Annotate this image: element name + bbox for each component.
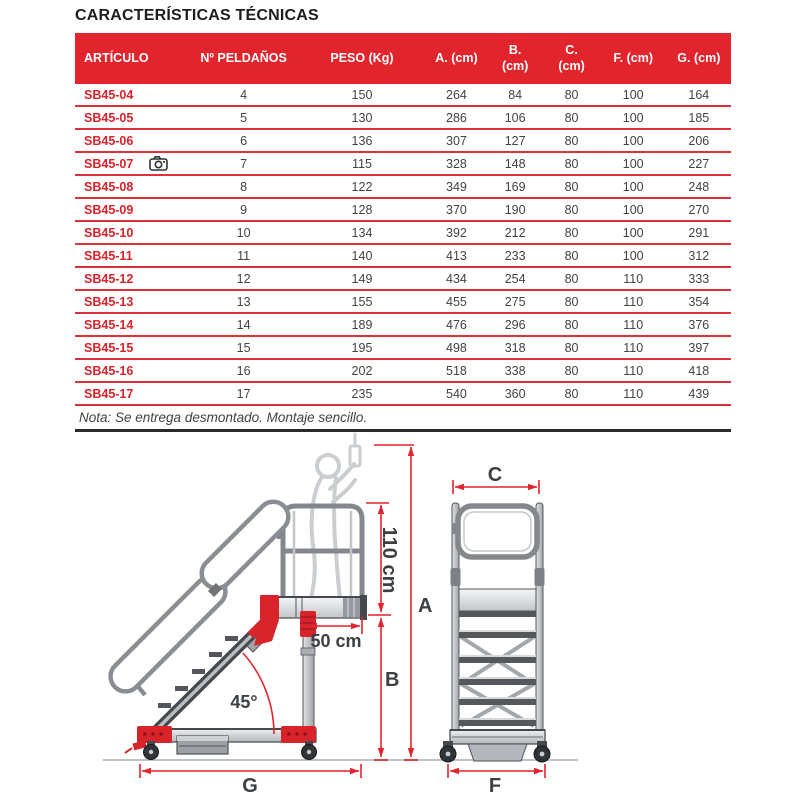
cell-value: 15 <box>189 336 298 359</box>
cell-value: 14 <box>189 313 298 336</box>
cell-value: 106 <box>487 106 543 129</box>
article-code: SB45-14 <box>84 317 134 332</box>
cell-value: 254 <box>487 267 543 290</box>
table-row <box>75 221 731 244</box>
cell-value: 11 <box>189 244 298 267</box>
cell-articulo <box>75 382 189 405</box>
header-col-6: F. (cm) <box>600 33 667 84</box>
cell-value: 376 <box>667 313 731 336</box>
table-note: Nota: Se entrega desmontado. Montaje sencillo. <box>75 405 731 431</box>
cell-value: 6 <box>189 129 298 152</box>
cell-articulo <box>75 244 189 267</box>
cell-value: 333 <box>667 267 731 290</box>
dim-label-45deg: 45° <box>230 692 258 712</box>
cell-value: 80 <box>543 221 599 244</box>
cell-value: 206 <box>667 129 731 152</box>
cell-value: 291 <box>667 221 731 244</box>
cell-value: 148 <box>487 152 543 175</box>
cell-value: 476 <box>426 313 487 336</box>
cell-value: 134 <box>298 221 426 244</box>
dim-label-a: A <box>418 595 433 617</box>
table-row <box>75 244 731 267</box>
cell-value: 80 <box>543 336 599 359</box>
cell-articulo <box>75 221 189 244</box>
cell-value: 169 <box>487 175 543 198</box>
cell-value: 80 <box>543 313 599 336</box>
cell-value: 100 <box>600 175 667 198</box>
camera-icon[interactable] <box>149 156 168 171</box>
cell-value: 202 <box>298 359 426 382</box>
cell-value: 17 <box>189 382 298 405</box>
cell-value: 312 <box>667 244 731 267</box>
cell-value: 100 <box>600 129 667 152</box>
header-col-0: ARTÍCULO <box>75 33 189 84</box>
cell-value: 264 <box>426 84 487 106</box>
article-code: SB45-07 <box>84 157 134 171</box>
cell-value: 8 <box>189 175 298 198</box>
article-code: SB45-04 <box>84 87 134 102</box>
table-row <box>75 313 731 336</box>
cell-value: 439 <box>667 382 731 405</box>
worker-figure <box>311 434 360 598</box>
cell-value: 5 <box>189 106 298 129</box>
red-joint <box>260 595 279 620</box>
cell-value: 455 <box>426 290 487 313</box>
cell-value: 275 <box>487 290 543 313</box>
cell-value: 110 <box>600 336 667 359</box>
cell-value: 7 <box>189 152 298 175</box>
cell-value: 128 <box>298 198 426 221</box>
cell-value: 392 <box>426 221 487 244</box>
table-row <box>75 336 731 359</box>
cell-value: 227 <box>667 152 731 175</box>
cell-value: 190 <box>487 198 543 221</box>
table-row <box>75 382 731 405</box>
article-code: SB45-17 <box>84 386 134 401</box>
cell-value: 80 <box>543 84 599 106</box>
cell-articulo <box>75 359 189 382</box>
cell-value: 498 <box>426 336 487 359</box>
cell-value: 338 <box>487 359 543 382</box>
cell-value: 13 <box>189 290 298 313</box>
table-header-row <box>75 33 731 84</box>
cell-value: 360 <box>487 382 543 405</box>
cell-value: 540 <box>426 382 487 405</box>
cell-value: 80 <box>543 175 599 198</box>
cell-value: 100 <box>600 106 667 129</box>
side-base <box>125 726 317 760</box>
cell-articulo <box>75 106 189 129</box>
cell-value: 248 <box>667 175 731 198</box>
cell-value: 100 <box>600 244 667 267</box>
cell-articulo <box>75 290 189 313</box>
article-code: SB45-09 <box>84 202 134 217</box>
cell-value: 286 <box>426 106 487 129</box>
article-code: SB45-05 <box>84 110 134 125</box>
table-row <box>75 290 731 313</box>
dim-label-b: B <box>385 669 400 691</box>
dim-label-50cm: 50 cm <box>310 631 362 651</box>
table-row <box>75 359 731 382</box>
cell-value: 413 <box>426 244 487 267</box>
cell-value: 122 <box>298 175 426 198</box>
cell-value: 80 <box>543 106 599 129</box>
cell-value: 130 <box>298 106 426 129</box>
cell-value: 149 <box>298 267 426 290</box>
cell-value: 110 <box>600 313 667 336</box>
cell-articulo <box>75 152 189 175</box>
cell-value: 115 <box>298 152 426 175</box>
cell-value: 12 <box>189 267 298 290</box>
header-col-2: PESO (Kg) <box>298 33 426 84</box>
page-title: CARACTERÍSTICAS TÉCNICAS <box>75 7 319 24</box>
dim-label-c: C <box>487 464 503 486</box>
cell-value: 164 <box>667 84 731 106</box>
cell-value: 100 <box>600 221 667 244</box>
cell-value: 110 <box>600 290 667 313</box>
front-base <box>450 730 545 761</box>
cell-value: 84 <box>487 84 543 106</box>
dim-label-f: F <box>488 775 502 797</box>
table-row <box>75 267 731 290</box>
cell-value: 434 <box>426 267 487 290</box>
cell-value: 212 <box>487 221 543 244</box>
caster-wheel <box>302 741 317 760</box>
cell-value: 370 <box>426 198 487 221</box>
cell-value: 100 <box>600 84 667 106</box>
cell-value: 349 <box>426 175 487 198</box>
article-code: SB45-06 <box>84 133 134 148</box>
header-col-1: Nº PELDAÑOS <box>189 33 298 84</box>
cell-value: 80 <box>543 290 599 313</box>
cell-articulo <box>75 175 189 198</box>
table-note-row <box>75 405 731 431</box>
header-col-7: G. (cm) <box>667 33 731 84</box>
cell-value: 136 <box>298 129 426 152</box>
cell-value: 10 <box>189 221 298 244</box>
cell-value: 4 <box>189 84 298 106</box>
cell-value: 9 <box>189 198 298 221</box>
dim-label-110cm: 110 cm <box>378 526 400 594</box>
specs-table-container <box>75 33 731 432</box>
table-row <box>75 106 731 129</box>
cell-value: 80 <box>543 152 599 175</box>
rear-leg <box>300 611 316 734</box>
table-row <box>75 152 731 175</box>
cell-value: 110 <box>600 267 667 290</box>
cell-articulo <box>75 84 189 106</box>
cell-value: 235 <box>298 382 426 405</box>
cell-value: 318 <box>487 336 543 359</box>
cell-value: 185 <box>667 106 731 129</box>
cell-value: 270 <box>667 198 731 221</box>
article-code: SB45-13 <box>84 294 134 309</box>
cell-value: 127 <box>487 129 543 152</box>
cell-value: 233 <box>487 244 543 267</box>
cell-value: 80 <box>543 244 599 267</box>
article-code: SB45-12 <box>84 271 134 286</box>
cell-value: 80 <box>543 129 599 152</box>
cell-value: 397 <box>667 336 731 359</box>
cell-value: 189 <box>298 313 426 336</box>
cell-value: 328 <box>426 152 487 175</box>
article-code: SB45-11 <box>84 248 133 263</box>
technical-diagram <box>0 430 800 800</box>
cell-value: 100 <box>600 152 667 175</box>
article-code: SB45-10 <box>84 225 134 240</box>
table-row <box>75 198 731 221</box>
dim-label-g: G <box>242 775 258 797</box>
cell-articulo <box>75 267 189 290</box>
cell-value: 100 <box>600 198 667 221</box>
front-view-drawing <box>440 503 550 762</box>
cell-value: 80 <box>543 267 599 290</box>
front-platform <box>459 589 536 611</box>
cell-articulo <box>75 336 189 359</box>
cell-value: 354 <box>667 290 731 313</box>
article-code: SB45-08 <box>84 179 134 194</box>
cell-value: 296 <box>487 313 543 336</box>
header-col-4: B. (cm) <box>487 33 543 84</box>
cell-articulo <box>75 313 189 336</box>
tool-tray <box>468 744 527 761</box>
cell-value: 110 <box>600 382 667 405</box>
cell-value: 518 <box>426 359 487 382</box>
table-row <box>75 129 731 152</box>
cell-value: 80 <box>543 359 599 382</box>
cell-articulo <box>75 129 189 152</box>
table-row <box>75 84 731 106</box>
specs-table <box>75 33 731 432</box>
header-col-5: C. (cm) <box>543 33 599 84</box>
cell-value: 140 <box>298 244 426 267</box>
header-col-3: A. (cm) <box>426 33 487 84</box>
cell-value: 155 <box>298 290 426 313</box>
cell-value: 80 <box>543 382 599 405</box>
cell-value: 150 <box>298 84 426 106</box>
table-row <box>75 175 731 198</box>
cell-value: 418 <box>667 359 731 382</box>
cell-articulo <box>75 198 189 221</box>
cell-value: 307 <box>426 129 487 152</box>
cell-value: 80 <box>543 198 599 221</box>
cell-value: 16 <box>189 359 298 382</box>
article-code: SB45-16 <box>84 363 134 378</box>
cell-value: 110 <box>600 359 667 382</box>
cell-value: 195 <box>298 336 426 359</box>
article-code: SB45-15 <box>84 340 134 355</box>
